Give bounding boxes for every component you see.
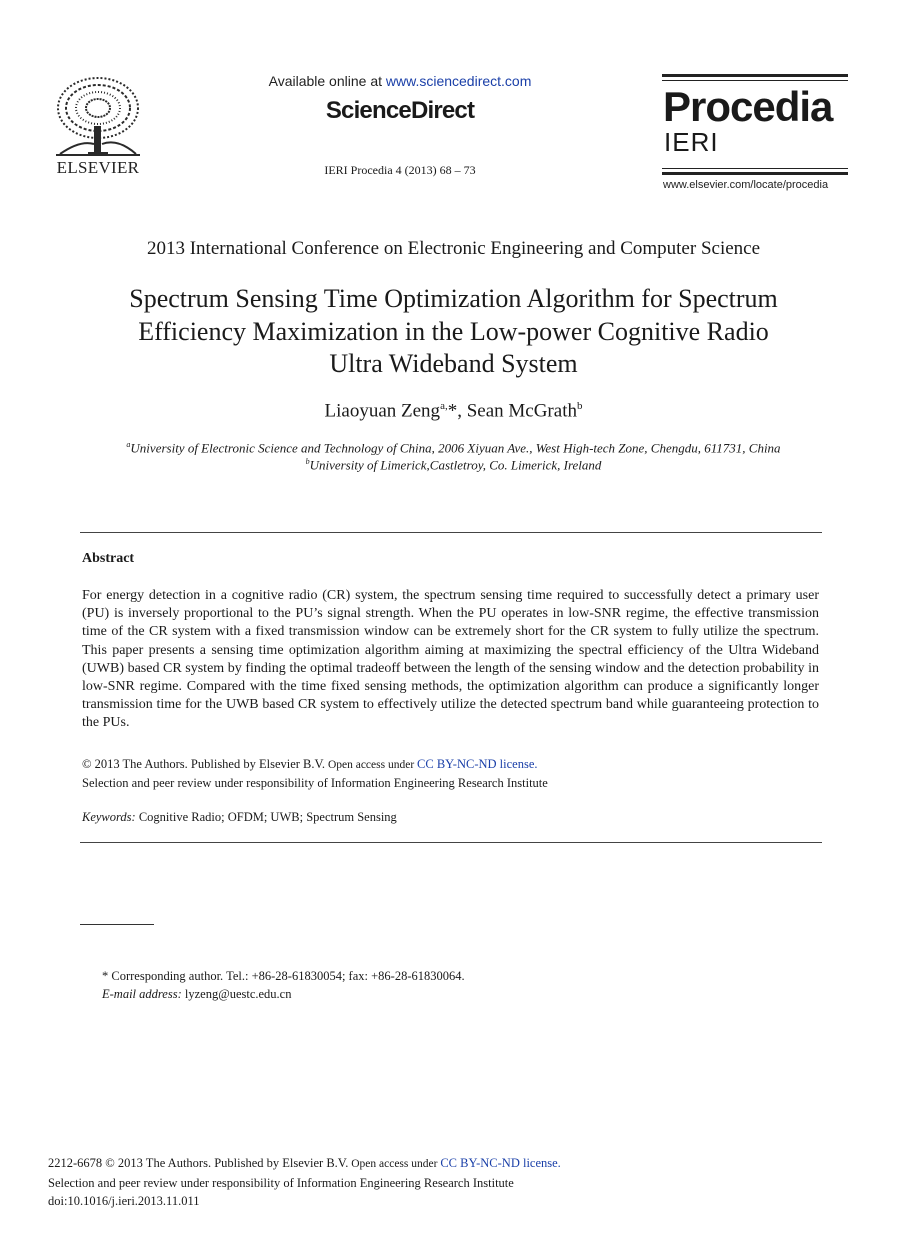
open-access-text: Open access under xyxy=(348,1158,441,1170)
available-online-label: Available online at xyxy=(268,73,386,89)
procedia-rule xyxy=(662,168,848,169)
elsevier-wordmark: ELSEVIER xyxy=(56,158,140,177)
email-address[interactable]: lyzeng@uestc.edu.cn xyxy=(181,987,292,1001)
sciencedirect-logo: ScienceDirect xyxy=(325,97,475,124)
affiliation-text: University of Electronic Science and Technology of China, 2006 Xiyuan Ave., West High-tech Zone, Chengdu, 611731, China xyxy=(130,440,781,456)
abstract-heading: Abstract xyxy=(82,551,135,566)
keywords-line xyxy=(82,810,397,825)
keywords-label: Keywords: xyxy=(82,810,136,824)
footnote-rule xyxy=(80,924,154,925)
email-line xyxy=(102,985,465,1003)
corresponding-footnote xyxy=(102,967,465,1003)
copyright-text: © 2013 The Authors. Published by Elsevier B.V. xyxy=(82,757,326,771)
affiliation-text: University of Limerick,Castletroy, Co. Limerick, Ireland xyxy=(309,457,602,473)
procedia-logo: Procedia xyxy=(663,83,833,130)
issn-copyright-text: 2212-6678 © 2013 The Authors. Published by Elsevier B.V. xyxy=(48,1156,349,1170)
issn-line xyxy=(48,1154,561,1174)
title-line: Efficiency Maximization in the Low-power Cognitive Radio xyxy=(138,316,769,346)
corresponding-marker: * xyxy=(447,400,458,422)
procedia-rule xyxy=(662,172,848,175)
paper-title xyxy=(60,283,847,381)
journal-reference: IERI Procedia 4 (2013) 68 – 73 xyxy=(324,163,476,177)
sciencedirect-link[interactable]: www.sciencedirect.com xyxy=(385,73,532,89)
abstract-bottom-rule xyxy=(80,842,822,843)
keywords-text: Cognitive Radio; OFDM; UWB; Spectrum Sensing xyxy=(135,810,397,824)
affiliation xyxy=(0,457,907,473)
affiliation-marker: b xyxy=(305,457,310,466)
license-link[interactable]: CC BY-NC-ND license. xyxy=(440,1156,561,1170)
conference-name: 2013 International Conference on Electronic Engineering and Computer Science xyxy=(146,238,761,259)
corresponding-contact: * Corresponding author. Tel.: +86-28-61830054; fax: +86-28-61830064. xyxy=(102,969,465,983)
affiliation-marker: a xyxy=(126,440,131,449)
email-label: E-mail address: xyxy=(102,987,182,1001)
available-online-line xyxy=(230,73,570,89)
author-separator: , xyxy=(457,400,467,422)
procedia-url[interactable]: www.elsevier.com/locate/procedia xyxy=(663,179,829,191)
open-access-text: Open access under xyxy=(325,759,418,771)
procedia-journal-code: IERI xyxy=(664,127,719,157)
abstract-body: For energy detection in a cognitive radio (CR) system, the spectrum sensing time required to successfully detect a primary user (PU) is inversely proportional to the PU’s signal strength. When the PU operates in low-SNR regime, the effective transmission time of the CR system with a fixed transmission window can be extremely short for the CR system to fully utilize the spectrum. This paper presents a sensing time optimization algorithm aiming at maximizing the spectral efficiency of the Ultra Wideband (UWB) based CR system by finding the optimal tradeoff between the length of the sensing window and the detection probability in low-SNR regime. Compared with the time fixed sensing methods, the optimization algorithm can produce a significantly longer transmission time for the UWB based CR system to effectively utilize the detected spectrum band while guaranteeing protection to the PUs. xyxy=(82,588,819,731)
license-link[interactable]: CC BY-NC-ND license. xyxy=(417,757,538,771)
title-line: Spectrum Sensing Time Optimization Algorithm for Spectrum xyxy=(129,284,778,313)
doi-line: doi:10.1016/j.ieri.2013.11.011 xyxy=(48,1194,200,1208)
affiliation xyxy=(0,440,907,456)
procedia-rule xyxy=(662,74,848,77)
author-name: Liaoyuan Zeng xyxy=(324,400,441,422)
title-line: Ultra Wideband System xyxy=(329,349,578,378)
author-list xyxy=(0,400,907,422)
page-footer xyxy=(48,1154,561,1211)
author-affil-marker: a, xyxy=(440,400,448,412)
copyright-line xyxy=(82,756,548,775)
abstract-top-rule xyxy=(80,532,822,533)
procedia-rule xyxy=(662,80,848,81)
copyright-notice xyxy=(82,756,548,792)
peer-review-line: Selection and peer review under responsibility of Information Engineering Research Institute xyxy=(82,775,548,790)
author-name: Sean McGrath xyxy=(466,400,577,422)
author-affil-marker: b xyxy=(576,400,583,412)
peer-review-line: Selection and peer review under responsibility of Information Engineering Research Institute xyxy=(48,1175,514,1190)
